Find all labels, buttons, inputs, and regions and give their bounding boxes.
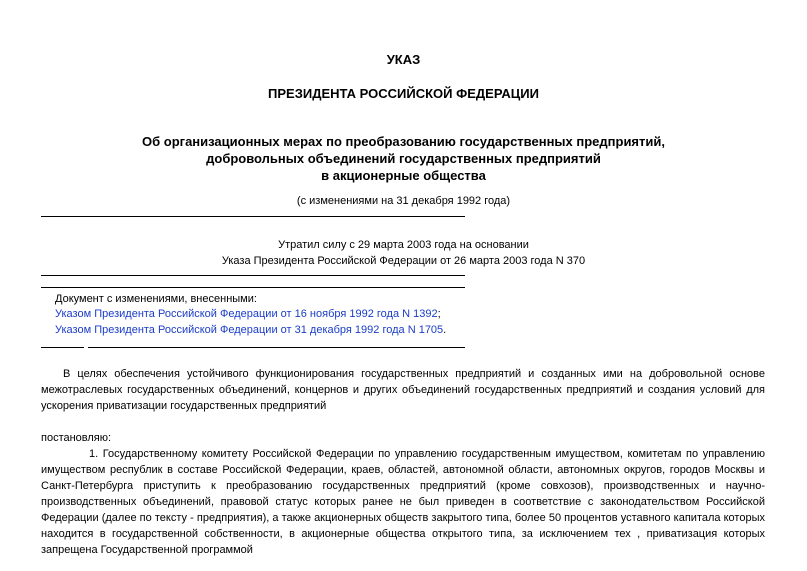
edition-note: (с изменениями на 31 декабря 1992 года) <box>296 195 511 207</box>
amendment-link-trail: ; <box>437 308 441 320</box>
document-heading <box>0 133 807 184</box>
heading-line: Об организационных мерах по преобразованию государственных предприятий, <box>142 134 665 149</box>
divider <box>88 347 465 348</box>
divider <box>41 275 465 276</box>
heading-line: в акционерные общества <box>321 168 486 183</box>
repeal-line: Утратил силу с 29 марта 2003 года на основании <box>278 239 529 251</box>
document-title: УКАЗ <box>386 52 421 67</box>
preamble-text: В целях обеспечения устойчивого функционирования государственных предприятий и созданных ими на добровольной основе межотраслевых государственных объединений, концернов и других объединений государственных предприятий и создания условий для ускорения приватизации государственных предприятий <box>41 368 765 412</box>
decree-text: постановляю: <box>41 432 112 444</box>
repeal-note <box>0 237 807 269</box>
divider <box>41 216 465 217</box>
preamble-paragraph <box>41 366 765 414</box>
amendments-label: Документ с изменениями, внесенными: <box>55 293 257 305</box>
heading-line: добровольных объединений государственных предприятий <box>206 151 601 166</box>
repeal-line: Указа Президента Российской Федерации от 26 марта 2003 года N 370 <box>221 255 586 267</box>
document-subtitle: ПРЕЗИДЕНТА РОССИЙСКОЙ ФЕДЕРАЦИИ <box>268 86 539 101</box>
amendment-link-1705[interactable] <box>55 324 446 336</box>
amendment-link-1392[interactable] <box>55 308 441 320</box>
amendment-link-text[interactable]: Указом Президента Российской Федерации от 31 декабря 1992 года N 1705 <box>55 324 444 336</box>
amendment-link-trail: . <box>443 324 447 336</box>
decree-paragraph <box>41 430 765 446</box>
divider <box>41 347 84 348</box>
item-1-paragraph <box>41 446 765 558</box>
divider <box>41 287 465 288</box>
item-1-text: 1. Государственному комитету Российской Федерации по управлению государственным имуществом, комитетам по управлению имуществом республик в составе Российской Федерации, краев, областей, автономной области, автономных округов, городов Москвы и Санкт-Петербурга приступить к преобразованию государственных предприятий (кроме совхозов), производственных и научно-производственных объединений, правовой статус которых ранее не был приведен в соответствие с законодательством Российской Федерации (далее по тексту - предприятия), а также акционерных обществ закрытого типа, более 50 процентов уставного капитала которых находится в государственной собственности, в акционерные общества открытого типа, за исключением тех , приватизация которых запрещена Государственной программой <box>41 448 765 556</box>
amendment-link-text[interactable]: Указом Президента Российской Федерации от 16 ноября 1992 года N 1392 <box>55 308 438 320</box>
